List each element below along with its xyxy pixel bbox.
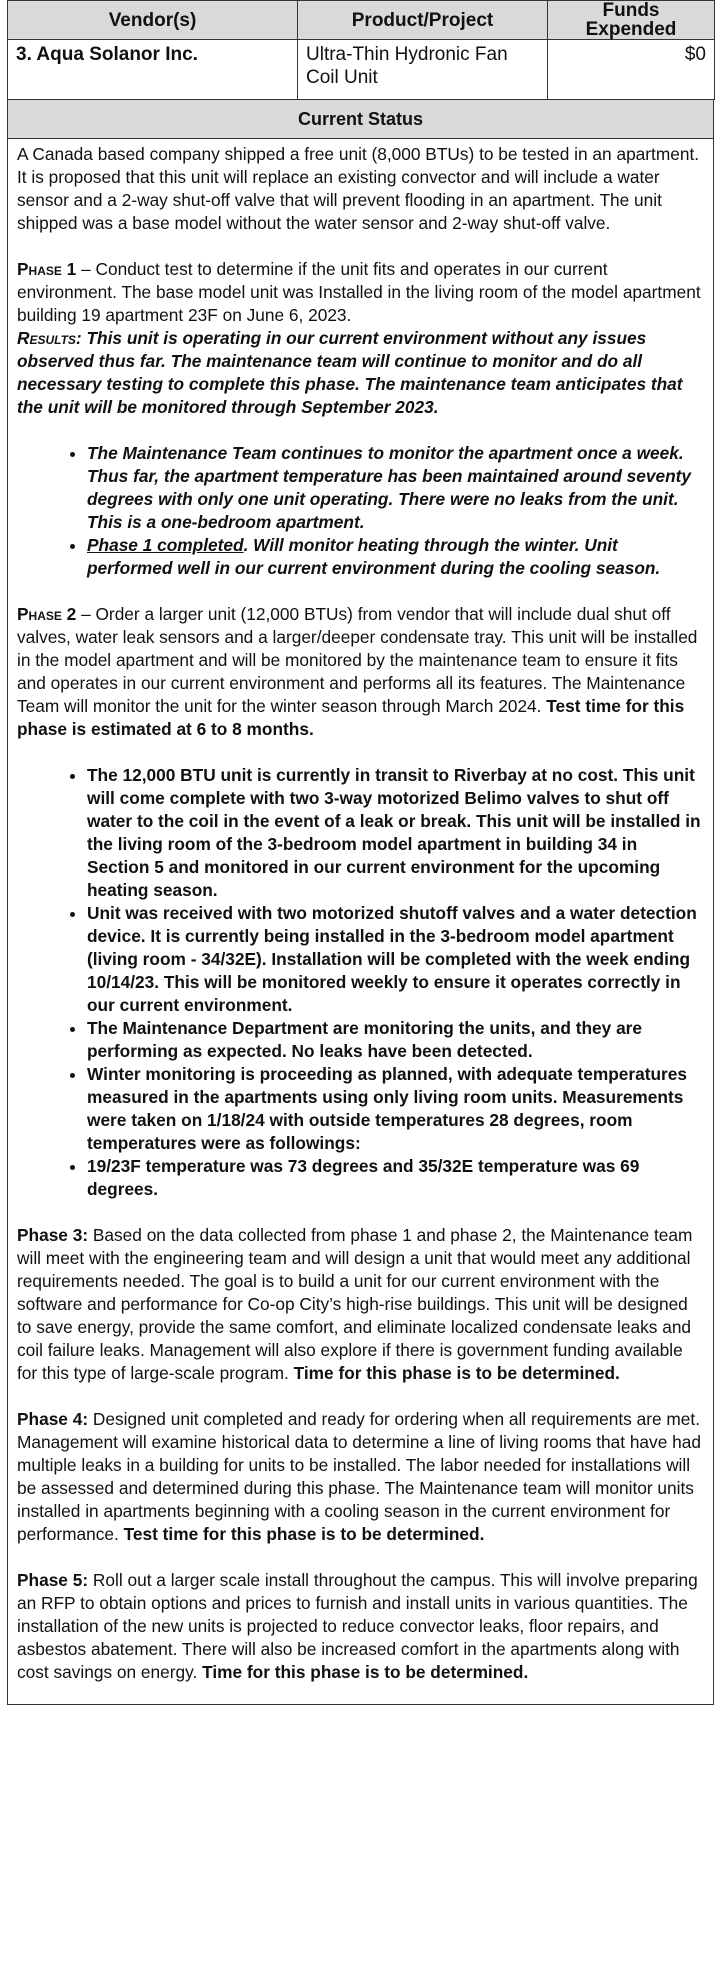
phase2-time: Test time for this phase is estimated at 6 to 8 months. [17, 696, 685, 739]
phase1-results-label: Results: [17, 328, 82, 348]
phase4-label: Phase 4: [17, 1409, 89, 1429]
header-funds [548, 1, 715, 40]
phase3-label: Phase 3: [17, 1225, 89, 1245]
list-item: • The 12,000 BTU unit is currently in transit to Riverbay at no cost. This unit will come complete with two 3-way motorized Belimo valves to shut off water to the coil in the event of a leak or break. This unit will be installed in the living room of the 3-bedroom model apartment in building 34 in Section 5 and monitored in our current environment for the upcoming heating season. [87, 764, 704, 902]
header-funds-line2: Expended [585, 19, 677, 40]
phase3-text: Based on the data collected from phase 1 and phase 2, the Maintenance team will meet with the engineering team and will design a unit that would meet any additional requirements needed. The goal is to build a unit for our current environment with the software and performance for Co-op City’s high-rise buildings. This unit will be designed to save energy, provide the same comfort, and eliminate localized condensate leaks and coil failure leaks. Management will also explore if there is government funding available for this type of large-scale program. [17, 1225, 693, 1383]
status-body [8, 139, 713, 1704]
phase3-time: Time for this phase is to be determined. [288, 1363, 620, 1383]
phase1-bullets [17, 442, 704, 580]
phase1-text: – Conduct test to determine if the unit fits and operates in our current environment. The base model unit was Installed in the living room of the model apartment building 19 apartment 23F on June 6, 2023. [17, 259, 701, 325]
phase5-paragraph [17, 1569, 704, 1684]
intro-paragraph: A Canada based company shipped a free unit (8,000 BTUs) to be tested in an apartment. It is proposed that this unit will replace an existing convector and will include a water sensor and a 2-way shut-off valve that will prevent flooding in an apartment. The unit shipped was a base model without the water sensor and 2-way shut-off valve. [17, 144, 700, 233]
phase2-text: – Order a larger unit (12,000 BTUs) from vendor that will include dual shut off valves, water leak sensors and a larger/deeper condensate tray. This unit will be installed in the model apartment and will be monitored by the maintenance team to ensure it fits and operates in our current environment and performs all its features. The Maintenance Team will monitor the unit for the winter season through March 2024. [17, 604, 698, 716]
phase5-label: Phase 5: [17, 1570, 89, 1590]
list-item: • Winter monitoring is proceeding as planned, with adequate temperatures measured in the apartments using only living room units. Measurements were taken on 1/18/24 with outside temperatures 28 degrees, room temperatures were as followings: [87, 1063, 704, 1155]
vendor-table [7, 0, 715, 100]
phase5-time: Time for this phase is to be determined. [197, 1662, 529, 1682]
cell-product: Ultra-Thin Hydronic Fan Coil Unit [298, 40, 548, 100]
table-header-row [8, 1, 715, 40]
phase1-label: Phase 1 [17, 259, 77, 279]
header-product: Product/Project [298, 1, 548, 40]
list-item: • The Maintenance Department are monitoring the units, and they are performing as expected. No leaks have been detected. [87, 1017, 704, 1063]
phase2-paragraph [17, 603, 704, 741]
header-funds-line1: Funds [602, 0, 660, 21]
phase2-label: Phase 2 [17, 604, 77, 624]
list-item: • The Maintenance Team continues to monitor the apartment once a week. Thus far, the apartment temperature has been maintained around seventy degrees with only one unit operating. There were no leaks from the unit. This is a one-bedroom apartment. [87, 442, 704, 534]
phase2-bullets [17, 764, 704, 1201]
phase4-time: Test time for this phase is to be determined. [118, 1524, 485, 1544]
phase3-paragraph [17, 1224, 704, 1385]
phase5-text: Roll out a larger scale install throughout the campus. This will involve preparing an RFP to obtain options and prices to furnish and install units in various quantities. The installation of the new units is projected to reduce convector leaks, floor repairs, and asbestos abatement. There will also be increased comfort in the apartments along with cost savings on energy. [17, 1570, 698, 1682]
table-row [8, 40, 715, 100]
list-item: • Unit was received with two motorized shutoff valves and a water detection device. It is currently being installed in the 3-bedroom model apartment (living room - 34/32E). Installation will be completed with the week ending 10/14/23. This will be monitored weekly to ensure it operates correctly in our current environment. [87, 902, 704, 1017]
document-page [7, 0, 714, 1705]
cell-funds: $0 [548, 40, 715, 100]
list-item: • 19/23F temperature was 73 degrees and 35/32E temperature was 69 degrees. [87, 1155, 704, 1201]
current-status-section [7, 100, 714, 1705]
cell-vendor: 3. Aqua Solanor Inc. [8, 40, 298, 100]
status-heading: Current Status [8, 100, 713, 139]
phase1-bullet2-rest: . Will monitor heating through the winter. Unit performed well in our current environment during the cooling season. [87, 535, 661, 578]
phase1-results-text: This unit is operating in our current environment without any issues observed thus far. The maintenance team will continue to monitor and do all necessary testing to complete this phase. The maintenance team anticipates that the unit will be monitored through September 2023. [17, 328, 683, 417]
phase1-completed: Phase 1 completed [87, 535, 244, 555]
phase4-paragraph [17, 1408, 704, 1546]
phase1-paragraph [17, 258, 704, 419]
list-item [87, 534, 704, 580]
header-vendor: Vendor(s) [8, 1, 298, 40]
phase4-text: Designed unit completed and ready for ordering when all requirements are met. Management will examine historical data to determine a line of living rooms that have had multiple leaks in a building for units to be installed. The labor needed for installations will be assessed and determined during this phase. The Maintenance team will monitor units installed in apartments beginning with a cooling season in the current environment for performance. [17, 1409, 701, 1544]
